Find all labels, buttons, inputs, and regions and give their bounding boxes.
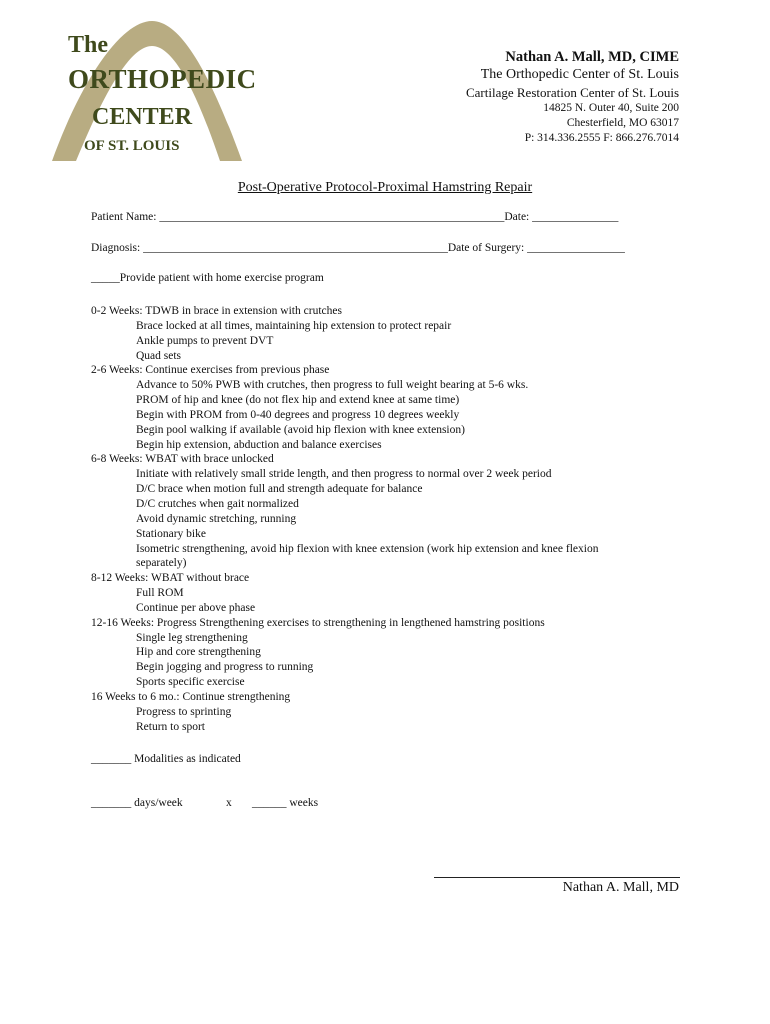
phase-item: Single leg strengthening [136, 631, 248, 644]
signature-line [434, 877, 680, 878]
phase-item: Progress to sprinting [136, 705, 232, 718]
doctor-name: Nathan A. Mall, MD, CIME [505, 49, 679, 65]
times-symbol: x [226, 797, 232, 809]
phase-item: Quad sets [136, 349, 182, 362]
phase-item: Initiate with relatively small stride length, and then progress to normal over 2 week period [136, 468, 552, 481]
diagnosis-field: Diagnosis: _____________________________________________________Date of Surgery: _________________ [91, 242, 625, 254]
logo-text-orthopedic: ORTHOPEDIC [68, 64, 257, 94]
phase-heading: 12-16 Weeks: Progress Strengthening exercises to strengthening in lengthened hamstring positions [91, 616, 545, 629]
days-per-week: _______ days/week [91, 797, 183, 809]
phase-item: Begin with PROM from 0-40 degrees and progress 10 degrees weekly [136, 408, 460, 421]
phase-heading: 6-8 Weeks: WBAT with brace unlocked [91, 453, 274, 466]
letterhead [466, 48, 679, 146]
modalities-line: _______ Modalities as indicated [91, 753, 241, 765]
phase-item: Return to sport [136, 720, 205, 733]
phase-item: Full ROM [136, 587, 184, 600]
phase-item: D/C brace when motion full and strength adequate for balance [136, 483, 423, 496]
phase-item: PROM of hip and knee (do not flex hip and extend knee at same time) [136, 394, 460, 407]
organization-name: The Orthopedic Center of St. Louis [480, 67, 679, 82]
phase-heading: 2-6 Weeks: Continue exercises from previous phase [91, 364, 330, 377]
phase-item: Brace locked at all times, maintaining hip extension to protect repair [136, 319, 452, 332]
address-line-2: Chesterfield, MO 63017 [566, 117, 679, 129]
phase-item: Advance to 50% PWB with crutches, then progress to full weight bearing at 5-6 wks. [136, 379, 529, 392]
phase-item: separately) [136, 557, 187, 570]
address-line-1: 14825 N. Outer 40, Suite 200 [543, 102, 679, 114]
logo-text-the: The [68, 32, 109, 58]
protocol-list [91, 304, 681, 734]
logo-text-center: CENTER [92, 104, 193, 130]
phase-heading: 16 Weeks to 6 mo.: Continue strengthening [91, 690, 291, 703]
cartilage-center-name: Cartilage Restoration Center of St. Louis [465, 85, 679, 100]
phase-item: Continue per above phase [136, 601, 256, 614]
phase-item: Ankle pumps to prevent DVT [136, 334, 274, 347]
phase-item: Stationary bike [136, 527, 206, 540]
phase-item: Begin pool walking if available (avoid hip flexion with knee extension) [136, 423, 465, 436]
phase-item: Avoid dynamic stretching, running [136, 512, 297, 525]
signature-name: Nathan A. Mall, MD [562, 880, 679, 895]
document-title: Post-Operative Protocol-Proximal Hamstring Repair [237, 180, 533, 195]
patient-name-field: Patient Name: ____________________________________________________________Date: _______________ [91, 211, 619, 223]
phase-item: Begin jogging and progress to running [136, 661, 314, 674]
phase-item: Isometric strengthening, avoid hip flexion with knee extension (work hip extension and knee flexion [136, 542, 599, 555]
home-exercise-line: _____Provide patient with home exercise program [91, 272, 324, 284]
phase-item: Begin hip extension, abduction and balance exercises [136, 438, 382, 451]
phase-heading: 8-12 Weeks: WBAT without brace [91, 572, 250, 585]
weeks-count: ______ weeks [252, 797, 319, 809]
phase-heading: 0-2 Weeks: TDWB in brace in extension with crutches [91, 305, 342, 317]
orthopedic-center-logo [52, 18, 272, 163]
phase-item: Hip and core strengthening [136, 646, 261, 659]
phase-item: Sports specific exercise [136, 676, 245, 689]
phone-fax: P: 314.336.2555 F: 866.276.7014 [524, 132, 679, 144]
logo-text-st-louis: OF ST. LOUIS [84, 138, 180, 154]
phase-item: D/C crutches when gait normalized [136, 497, 299, 510]
